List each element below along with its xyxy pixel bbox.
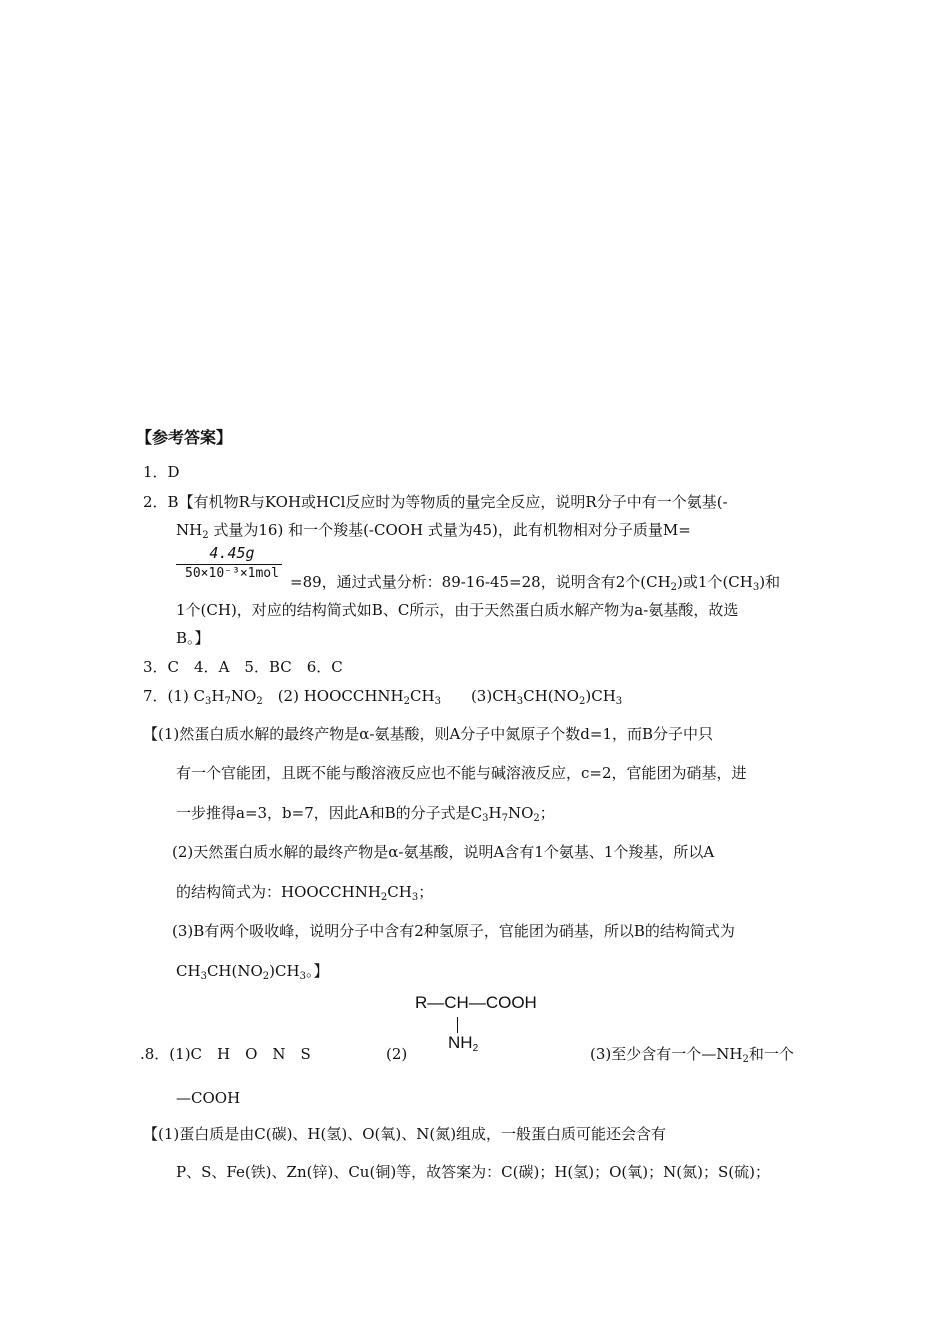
answer-8-explain-2: P、S、Fe(铁)、Zn(锌)、Cu(铜)等，故答案为：C(碳)；H(氢)；O(氧)；N(氮)；S(硫)； (176, 1163, 770, 1181)
text: H (211, 687, 225, 705)
subscript: 2 (403, 696, 411, 707)
text: =89，通过式量分析：89-16-45=28，说明含有2个(CH (290, 573, 671, 591)
text: )或1个(CH (677, 573, 753, 591)
text: 。】 (305, 962, 329, 980)
answer-1: 1．D (143, 463, 180, 481)
text: (2) HOOCCHNH (262, 687, 404, 705)
answer-8-part1: .8．(1)C H O N S (140, 1045, 311, 1063)
amino-acid-structure (415, 993, 565, 1063)
subscript: 7 (501, 813, 508, 824)
text: NO (507, 804, 534, 822)
text: 式量为16) 和一个羧基(-COOH 式量为45)，此有机物相对分子质量M= (208, 521, 691, 539)
answer-8-part3 (590, 1044, 794, 1070)
subscript: 2 (472, 1043, 479, 1054)
answer-7-explain-1: 【(1)然蛋白质水解的最终产物是α-氨基酸，则A分子中氮原子个数d=1，而B分子中只 (143, 725, 714, 743)
fraction-numerator: 4.45g (209, 544, 255, 562)
text: )和 (759, 573, 781, 591)
answer-8-part3-cont: —COOH (176, 1089, 241, 1107)
text: 一步推得a=3，b=7，因此A和B的分子式是C (176, 804, 483, 822)
molar-mass-fraction (176, 544, 288, 588)
text: CH(NO (523, 687, 579, 705)
subscript: 2 (578, 696, 586, 707)
text: (3)至少含有一个—NH (590, 1045, 743, 1063)
subscript: 3 (299, 971, 306, 982)
text: ； (418, 883, 434, 901)
answer-7-explain-6: (3)B有两个吸收峰，说明分子中含有2种氢原子，官能团为硝基，所以B的结构简式为 (172, 922, 735, 940)
subscript: 2 (742, 1054, 749, 1065)
subscript: 3 (205, 696, 212, 707)
answer-7-explain-3 (176, 803, 555, 829)
subscript: 3 (615, 696, 623, 707)
answer-2-line2 (176, 520, 691, 546)
text: CH (176, 962, 201, 980)
subscript: 2 (262, 971, 270, 982)
text: )CH (269, 962, 300, 980)
structure-main-chain: R—CH—COOH (415, 993, 537, 1012)
structure-bond (457, 1017, 458, 1033)
answer-2-line3 (290, 572, 780, 598)
subscript: 2 (202, 530, 209, 541)
answer-2-line5: B。】 (176, 629, 210, 647)
subscript: 3 (411, 892, 419, 903)
text: CH (387, 883, 412, 901)
subscript: 2 (380, 892, 388, 903)
subscript: 3 (482, 813, 489, 824)
subscript: 3 (200, 971, 207, 982)
answer-7-explain-2: 有一个官能团，且既不能与酸溶液反应也不能与碱溶液反应，c=2，官能团为硝基，进 (176, 764, 747, 782)
text: (3)CH (440, 687, 517, 705)
text: H (488, 804, 502, 822)
fraction-denominator: 50×10⁻³×1mol (185, 566, 279, 581)
subscript: 2 (533, 813, 540, 824)
answer-7-head (143, 686, 622, 712)
text: CH(NO (206, 962, 263, 980)
subscript: 3 (752, 582, 760, 593)
text: NO (230, 687, 257, 705)
answer-2-line1: 2．B【有机物R与KOH或HCl反应时为等物质的量完全反应，说明R分子中有一个氨基(- (143, 493, 728, 511)
subscript: 7 (224, 696, 231, 707)
text: NH (176, 521, 203, 539)
answer-8-explain-1: 【(1)蛋白质是由C(碳)、H(氢)、O(氧)、N(氮)组成，一般蛋白质可能还会含有 (143, 1125, 667, 1143)
structure-amino-group (448, 1033, 478, 1054)
fraction-bar (176, 564, 282, 565)
answer-8-part2-label: (2) (386, 1045, 408, 1063)
text: ； (539, 804, 555, 822)
text: CH (410, 687, 435, 705)
subscript: 2 (256, 696, 263, 707)
answer-title: 【参考答案】 (136, 428, 233, 447)
answer-3-to-6: 3．C 4．A 5．BC 6．C (143, 658, 343, 676)
answer-7-explain-7 (176, 961, 328, 987)
text: 的结构简式为：HOOCCHNH (176, 883, 381, 901)
subscript: 3 (516, 696, 524, 707)
text: 和一个 (748, 1045, 794, 1063)
subscript: 2 (670, 582, 678, 593)
text: 7．(1) C (143, 687, 206, 705)
answer-2-line4: 1个(CH)，对应的结构简式如B、C所示，由于天然蛋白质水解产物为a-氨基酸，故选 (176, 601, 739, 619)
answer-7-explain-5 (176, 882, 433, 908)
text: )CH (585, 687, 616, 705)
subscript: 3 (434, 696, 441, 707)
text: NH (448, 1033, 473, 1052)
answer-7-explain-4: (2)天然蛋白质水解的最终产物是α-氨基酸，说明A含有1个氨基、1个羧基，所以A (172, 843, 715, 861)
